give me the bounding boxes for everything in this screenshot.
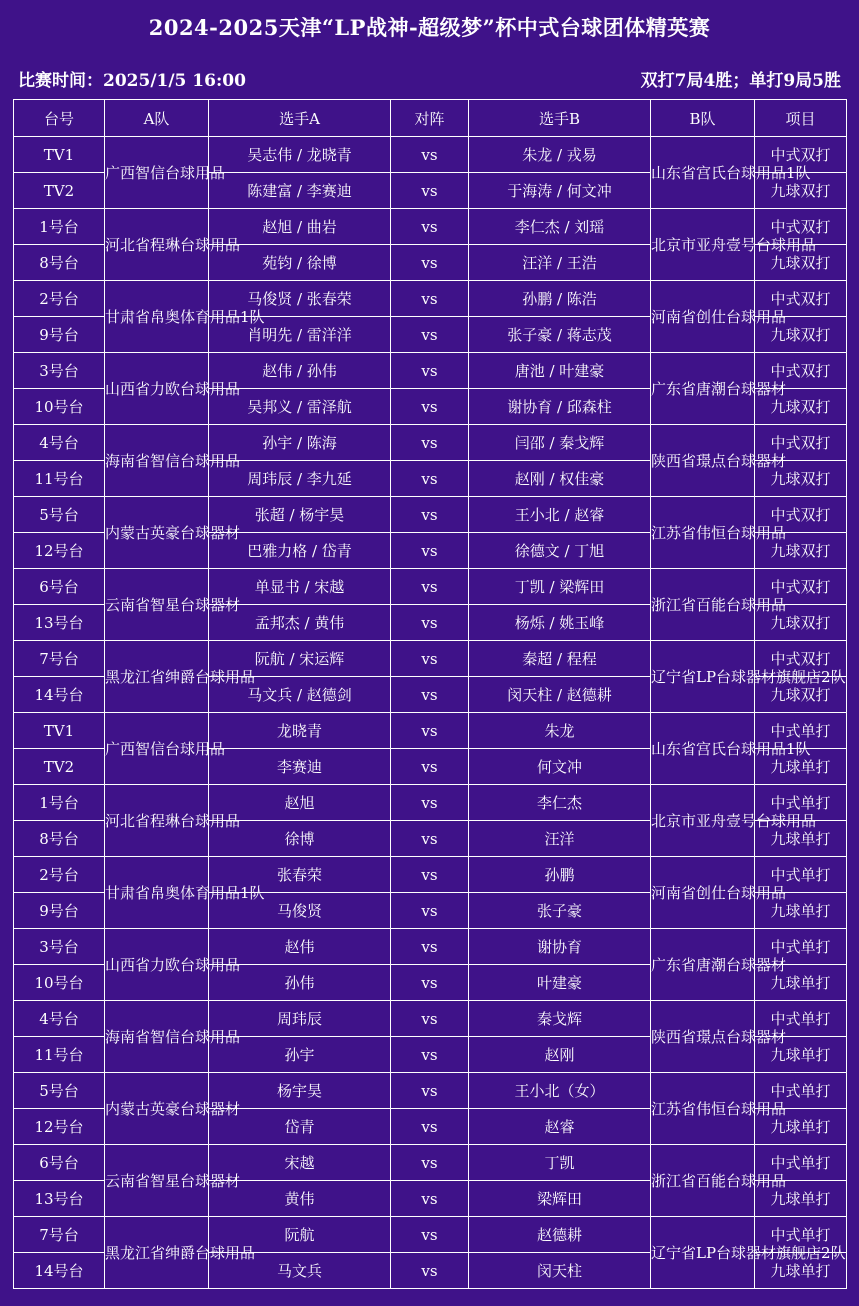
- versus: vs: [391, 569, 469, 605]
- player-a: 李赛迪: [209, 749, 391, 785]
- event-type: 九球双打: [755, 461, 847, 497]
- team-a: 内蒙古英豪台球器材: [105, 1073, 209, 1145]
- player-b: 赵德耕: [469, 1217, 651, 1253]
- event-type: 中式单打: [755, 857, 847, 893]
- versus: vs: [391, 929, 469, 965]
- event-type: 中式双打: [755, 353, 847, 389]
- player-b: 秦超 / 程程: [469, 641, 651, 677]
- player-b: 朱龙 / 戎易: [469, 137, 651, 173]
- table-number: 11号台: [14, 461, 105, 497]
- player-b: 丁凯: [469, 1145, 651, 1181]
- event-type: 中式单打: [755, 785, 847, 821]
- versus: vs: [391, 245, 469, 281]
- player-a: 单显书 / 宋越: [209, 569, 391, 605]
- versus: vs: [391, 209, 469, 245]
- schedule-body: [14, 137, 847, 1289]
- versus: vs: [391, 1217, 469, 1253]
- table-number: 13号台: [14, 605, 105, 641]
- event-type: 中式双打: [755, 569, 847, 605]
- player-a: 孙伟: [209, 965, 391, 1001]
- event-type: 九球单打: [755, 1037, 847, 1073]
- player-b: 谢协育: [469, 929, 651, 965]
- team-a: 云南省智星台球器材: [105, 569, 209, 641]
- event-type: 九球双打: [755, 173, 847, 209]
- player-b: 闫邵 / 秦戈辉: [469, 425, 651, 461]
- player-a: 杨宇昊: [209, 1073, 391, 1109]
- player-b: 梁辉田: [469, 1181, 651, 1217]
- player-a: 张春荣: [209, 857, 391, 893]
- table-number: 14号台: [14, 677, 105, 713]
- versus: vs: [391, 461, 469, 497]
- player-b: 谢协育 / 邱森柱: [469, 389, 651, 425]
- player-a: 吴志伟 / 龙晓青: [209, 137, 391, 173]
- table-row: [14, 857, 847, 893]
- player-a: 赵伟: [209, 929, 391, 965]
- versus: vs: [391, 1073, 469, 1109]
- versus: vs: [391, 497, 469, 533]
- player-b: 闵天柱 / 赵德耕: [469, 677, 651, 713]
- player-b: 李仁杰: [469, 785, 651, 821]
- player-b: 孙鹏: [469, 857, 651, 893]
- player-a: 肖明先 / 雷洋洋: [209, 317, 391, 353]
- table-number: 9号台: [14, 893, 105, 929]
- team-a: 广西智信台球用品: [105, 713, 209, 785]
- player-a: 孙宇 / 陈海: [209, 425, 391, 461]
- versus: vs: [391, 1181, 469, 1217]
- match-time: 比赛时间：2025/1/5 16:00: [18, 71, 246, 91]
- player-b: 汪洋 / 王浩: [469, 245, 651, 281]
- team-a: 甘肃省帛奥体育用品1队: [105, 857, 209, 929]
- player-a: 马俊贤: [209, 893, 391, 929]
- table-row: [14, 353, 847, 389]
- player-a: 赵伟 / 孙伟: [209, 353, 391, 389]
- team-a: 黑龙江省绅爵台球用品: [105, 1217, 209, 1289]
- table-number: 6号台: [14, 1145, 105, 1181]
- table-number: 2号台: [14, 857, 105, 893]
- player-b: 赵睿: [469, 1109, 651, 1145]
- event-type: 中式单打: [755, 929, 847, 965]
- versus: vs: [391, 893, 469, 929]
- table-row: [14, 497, 847, 533]
- header-team-b: B队: [651, 100, 755, 137]
- player-a: 宋越: [209, 1145, 391, 1181]
- header-player-b: 选手B: [469, 100, 651, 137]
- team-a: 甘肃省帛奥体育用品1队: [105, 281, 209, 353]
- team-a: 云南省智星台球器材: [105, 1145, 209, 1217]
- versus: vs: [391, 389, 469, 425]
- player-b: 秦戈辉: [469, 1001, 651, 1037]
- player-b: 闵天柱: [469, 1253, 651, 1289]
- team-a: 山西省力欧台球用品: [105, 353, 209, 425]
- event-type: 九球双打: [755, 245, 847, 281]
- team-b: 山东省宫氏台球用品1队: [651, 137, 755, 209]
- event-type: 九球单打: [755, 821, 847, 857]
- table-number: 13号台: [14, 1181, 105, 1217]
- team-a: 广西智信台球用品: [105, 137, 209, 209]
- table-number: 3号台: [14, 353, 105, 389]
- event-type: 九球双打: [755, 317, 847, 353]
- versus: vs: [391, 173, 469, 209]
- player-b: 何文冲: [469, 749, 651, 785]
- player-a: 陈建富 / 李赛迪: [209, 173, 391, 209]
- table-number: 1号台: [14, 785, 105, 821]
- versus: vs: [391, 605, 469, 641]
- player-a: 孟邦杰 / 黄伟: [209, 605, 391, 641]
- event-type: 中式双打: [755, 281, 847, 317]
- table-row: [14, 641, 847, 677]
- versus: vs: [391, 1037, 469, 1073]
- table-row: [14, 425, 847, 461]
- team-a: 河北省程琳台球用品: [105, 209, 209, 281]
- player-b: 丁凯 / 梁辉田: [469, 569, 651, 605]
- player-b: 李仁杰 / 刘瑶: [469, 209, 651, 245]
- player-a: 阮航: [209, 1217, 391, 1253]
- match-format: 双打7局4胜；单打9局5胜: [640, 71, 841, 91]
- event-type: 中式单打: [755, 1073, 847, 1109]
- versus: vs: [391, 785, 469, 821]
- team-b: 河南省创仕台球用品: [651, 281, 755, 353]
- event-type: 中式单打: [755, 713, 847, 749]
- player-a: 阮航 / 宋运辉: [209, 641, 391, 677]
- versus: vs: [391, 857, 469, 893]
- table-row: [14, 281, 847, 317]
- player-a: 徐博: [209, 821, 391, 857]
- header-table-no: 台号: [14, 100, 105, 137]
- table-number: 1号台: [14, 209, 105, 245]
- team-b: 辽宁省LP台球器材旗舰店2队: [651, 1217, 755, 1289]
- team-a: 河北省程琳台球用品: [105, 785, 209, 857]
- table-number: TV1: [14, 713, 105, 749]
- player-a: 周玮辰: [209, 1001, 391, 1037]
- player-b: 汪洋: [469, 821, 651, 857]
- team-b: 江苏省伟恒台球用品: [651, 497, 755, 569]
- player-a: 马文兵: [209, 1253, 391, 1289]
- event-type: 九球单打: [755, 893, 847, 929]
- player-b: 王小北（女）: [469, 1073, 651, 1109]
- table-number: 12号台: [14, 1109, 105, 1145]
- event-type: 中式双打: [755, 425, 847, 461]
- player-b: 唐池 / 叶建豪: [469, 353, 651, 389]
- team-b: 浙江省百能台球用品: [651, 1145, 755, 1217]
- table-number: TV1: [14, 137, 105, 173]
- player-b: 赵刚: [469, 1037, 651, 1073]
- header-event: 项目: [755, 100, 847, 137]
- player-b: 叶建豪: [469, 965, 651, 1001]
- player-b: 孙鹏 / 陈浩: [469, 281, 651, 317]
- table-number: 4号台: [14, 1001, 105, 1037]
- versus: vs: [391, 821, 469, 857]
- team-b: 山东省宫氏台球用品1队: [651, 713, 755, 785]
- versus: vs: [391, 641, 469, 677]
- table-number: 14号台: [14, 1253, 105, 1289]
- table-number: 5号台: [14, 497, 105, 533]
- versus: vs: [391, 137, 469, 173]
- match-info: [0, 62, 859, 92]
- event-type: 中式单打: [755, 1001, 847, 1037]
- player-a: 孙宇: [209, 1037, 391, 1073]
- team-a: 海南省智信台球用品: [105, 1001, 209, 1073]
- table-number: 6号台: [14, 569, 105, 605]
- player-a: 龙晓青: [209, 713, 391, 749]
- player-b: 朱龙: [469, 713, 651, 749]
- team-b: 浙江省百能台球用品: [651, 569, 755, 641]
- table-number: 2号台: [14, 281, 105, 317]
- table-row: [14, 1217, 847, 1253]
- player-a: 马文兵 / 赵德剑: [209, 677, 391, 713]
- versus: vs: [391, 425, 469, 461]
- table-number: 9号台: [14, 317, 105, 353]
- table-row: [14, 785, 847, 821]
- team-b: 陕西省璟点台球器材: [651, 1001, 755, 1073]
- event-type: 中式双打: [755, 209, 847, 245]
- table-row: [14, 713, 847, 749]
- team-b: 北京市亚舟壹号台球用品: [651, 209, 755, 281]
- header-player-a: 选手A: [209, 100, 391, 137]
- team-b: 北京市亚舟壹号台球用品: [651, 785, 755, 857]
- versus: vs: [391, 1109, 469, 1145]
- event-type: 中式双打: [755, 641, 847, 677]
- player-a: 黄伟: [209, 1181, 391, 1217]
- event-type: 九球双打: [755, 677, 847, 713]
- event-type: 九球单打: [755, 965, 847, 1001]
- player-a: 马俊贤 / 张春荣: [209, 281, 391, 317]
- versus: vs: [391, 749, 469, 785]
- versus: vs: [391, 1145, 469, 1181]
- team-b: 河南省创仕台球用品: [651, 857, 755, 929]
- table-row: [14, 1073, 847, 1109]
- event-type: 中式双打: [755, 497, 847, 533]
- versus: vs: [391, 317, 469, 353]
- event-type: 中式单打: [755, 1217, 847, 1253]
- player-a: 赵旭 / 曲岩: [209, 209, 391, 245]
- player-a: 张超 / 杨宇昊: [209, 497, 391, 533]
- table-number: 7号台: [14, 1217, 105, 1253]
- player-b: 王小北 / 赵睿: [469, 497, 651, 533]
- table-row: [14, 1145, 847, 1181]
- versus: vs: [391, 1001, 469, 1037]
- team-b: 辽宁省LP台球器材旗舰店2队: [651, 641, 755, 713]
- versus: vs: [391, 1253, 469, 1289]
- versus: vs: [391, 353, 469, 389]
- table-row: [14, 137, 847, 173]
- table-row: [14, 929, 847, 965]
- team-b: 广东省唐潮台球器材: [651, 929, 755, 1001]
- player-a: 周玮辰 / 李九延: [209, 461, 391, 497]
- table-number: 7号台: [14, 641, 105, 677]
- table-number: TV2: [14, 749, 105, 785]
- player-a: 岱青: [209, 1109, 391, 1145]
- table-number: 10号台: [14, 965, 105, 1001]
- table-row: [14, 1001, 847, 1037]
- schedule-table: [13, 99, 847, 1289]
- versus: vs: [391, 713, 469, 749]
- table-row: [14, 209, 847, 245]
- table-number: TV2: [14, 173, 105, 209]
- header-matchup: 对阵: [391, 100, 469, 137]
- versus: vs: [391, 281, 469, 317]
- player-b: 于海涛 / 何文冲: [469, 173, 651, 209]
- table-number: 8号台: [14, 245, 105, 281]
- event-type: 中式单打: [755, 1145, 847, 1181]
- table-number: 3号台: [14, 929, 105, 965]
- event-type: 九球单打: [755, 1253, 847, 1289]
- player-b: 赵刚 / 权佳豪: [469, 461, 651, 497]
- player-a: 赵旭: [209, 785, 391, 821]
- player-b: 张子豪: [469, 893, 651, 929]
- team-b: 江苏省伟恒台球用品: [651, 1073, 755, 1145]
- event-type: 九球单打: [755, 1109, 847, 1145]
- player-b: 徐德文 / 丁旭: [469, 533, 651, 569]
- event-type: 九球双打: [755, 533, 847, 569]
- header-team-a: A队: [105, 100, 209, 137]
- event-type: 九球单打: [755, 749, 847, 785]
- player-a: 巴雅力格 / 岱青: [209, 533, 391, 569]
- player-b: 张子豪 / 蒋志茂: [469, 317, 651, 353]
- table-number: 10号台: [14, 389, 105, 425]
- event-type: 中式双打: [755, 137, 847, 173]
- team-a: 黑龙江省绅爵台球用品: [105, 641, 209, 713]
- team-a: 海南省智信台球用品: [105, 425, 209, 497]
- team-b: 广东省唐潮台球器材: [651, 353, 755, 425]
- player-a: 苑钧 / 徐博: [209, 245, 391, 281]
- versus: vs: [391, 965, 469, 1001]
- header-row: [14, 100, 847, 137]
- table-number: 11号台: [14, 1037, 105, 1073]
- event-type: 九球单打: [755, 1181, 847, 1217]
- team-a: 山西省力欧台球用品: [105, 929, 209, 1001]
- player-b: 杨烁 / 姚玉峰: [469, 605, 651, 641]
- table-number: 4号台: [14, 425, 105, 461]
- table-row: [14, 569, 847, 605]
- event-type: 九球双打: [755, 389, 847, 425]
- player-a: 吴邦义 / 雷泽航: [209, 389, 391, 425]
- team-b: 陕西省璟点台球器材: [651, 425, 755, 497]
- versus: vs: [391, 533, 469, 569]
- page-title: 2024-2025天津“LP战神-超级梦”杯中式台球团体精英赛: [148, 15, 711, 40]
- event-type: 九球双打: [755, 605, 847, 641]
- team-a: 内蒙古英豪台球器材: [105, 497, 209, 569]
- table-number: 12号台: [14, 533, 105, 569]
- table-number: 8号台: [14, 821, 105, 857]
- versus: vs: [391, 677, 469, 713]
- table-number: 5号台: [14, 1073, 105, 1109]
